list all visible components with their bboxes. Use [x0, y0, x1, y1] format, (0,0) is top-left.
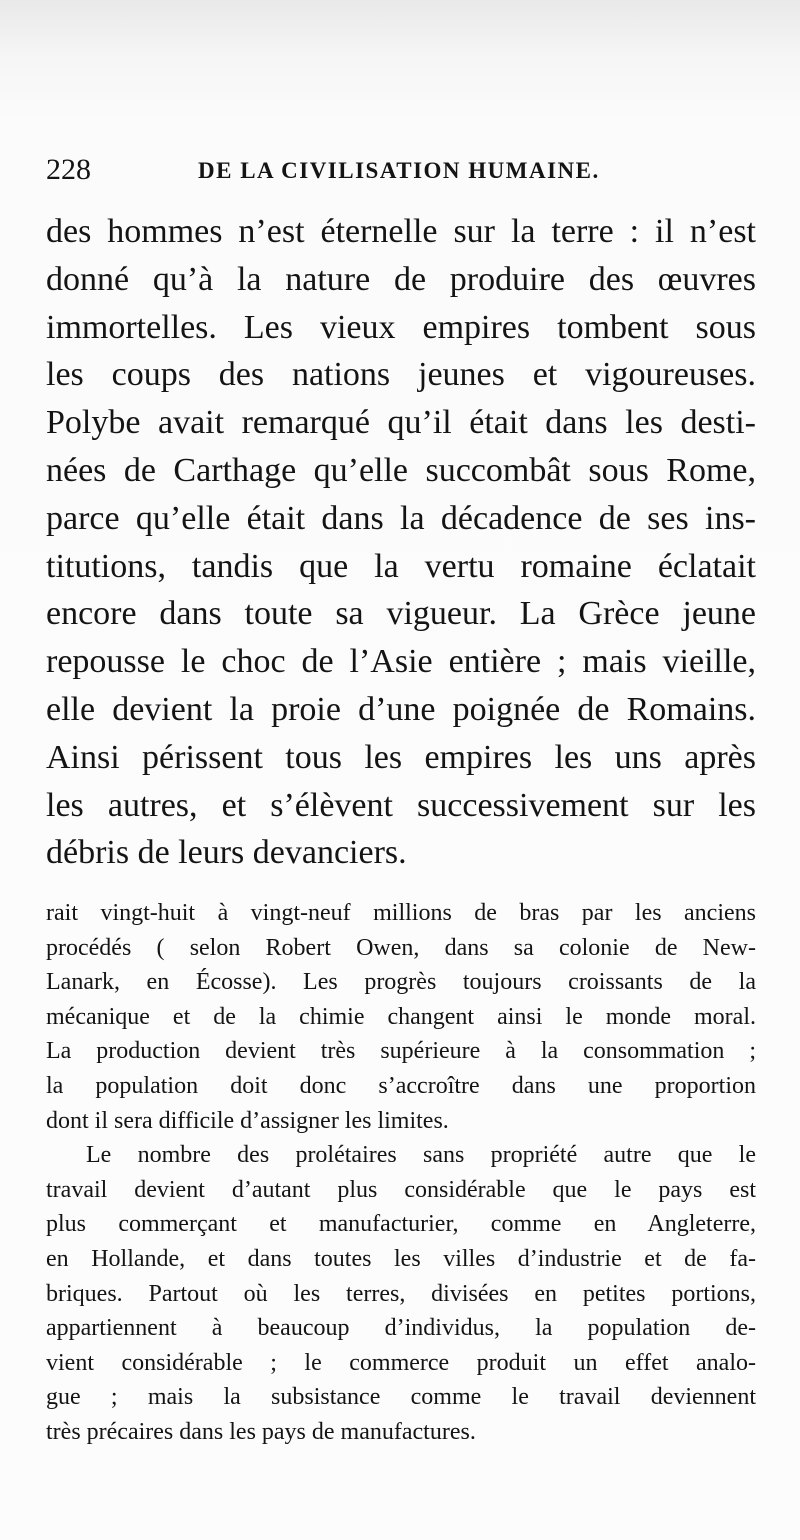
note-text-line: très précaires dans les pays de manufactures.: [46, 1418, 476, 1445]
main-text-line: Ainsi périssent tous les empires les uns après: [46, 738, 756, 776]
main-text-line: Polybe avait remarqué qu’il était dans les desti-: [46, 404, 756, 442]
note-text-line: travail devient d’autant plus considérable que le pays est: [46, 1176, 756, 1203]
note-text-line: Le nombre des prolétaires sans propriété autre que le: [86, 1142, 756, 1169]
note-text-line: appartiennent à beaucoup d’individus, la population de-: [46, 1315, 756, 1342]
main-text-line: débris de leurs devanciers.: [46, 834, 407, 872]
note-text-line: la population doit donc s’accroître dans une proportion: [46, 1072, 756, 1099]
main-text-line: titutions, tandis que la vertu romaine éclatait: [46, 547, 756, 585]
main-text-line: elle devient la proie d’une poignée de Romains.: [46, 690, 756, 728]
main-text-line: les autres, et s’élèvent successivement sur les: [46, 786, 756, 824]
note-text-line: rait vingt-huit à vingt-neuf millions de bras par les anciens: [46, 900, 756, 926]
main-text-line: des hommes n’est éternelle sur la terre : il n’est: [46, 213, 756, 250]
main-text-line: immortelles. Les vieux empires tombent sous: [46, 308, 756, 346]
main-text-line: nées de Carthage qu’elle succombât sous Rome,: [46, 451, 756, 489]
page-header: [46, 152, 746, 192]
note-text-line: plus commerçant et manufacturier, comme en Angleterre,: [46, 1211, 756, 1238]
note-text-line: briques. Partout où les terres, divisées en petites portions,: [46, 1280, 756, 1307]
page-number: 228: [46, 153, 91, 186]
main-paragraph: [46, 208, 756, 877]
main-text-line: repousse le choc de l’Asie entière ; mais vieille,: [46, 643, 756, 681]
note-text-line: vient considérable ; le commerce produit un effet analo-: [46, 1349, 756, 1376]
note-text-line: gue ; mais la subsistance comme le travail deviennent: [46, 1384, 756, 1411]
note-paragraph: [46, 896, 756, 1450]
running-title: DE LA CIVILISATION HUMAINE.: [198, 158, 600, 183]
main-text-line: parce qu’elle était dans la décadence de ses ins-: [46, 499, 756, 537]
main-text-line: encore dans toute sa vigueur. La Grèce jeune: [46, 595, 756, 633]
main-text-line: les coups des nations jeunes et vigoureuses.: [46, 356, 756, 394]
note-text-line: procédés ( selon Robert Owen, dans sa colonie de New-: [46, 934, 756, 961]
note-text-line: Lanark, en Écosse). Les progrès toujours croissants de la: [46, 969, 756, 996]
note-text-line: en Hollande, et dans toutes les villes d’industrie et de fa-: [46, 1245, 756, 1272]
note-text-line: La production devient très supérieure à la consommation ;: [46, 1038, 756, 1065]
main-text-line: donné qu’à la nature de produire des œuvres: [46, 260, 756, 298]
note-text-line: dont il sera difficile d’assigner les limites.: [46, 1107, 449, 1134]
note-text-line: mécanique et de la chimie changent ainsi le monde moral.: [46, 1003, 756, 1030]
